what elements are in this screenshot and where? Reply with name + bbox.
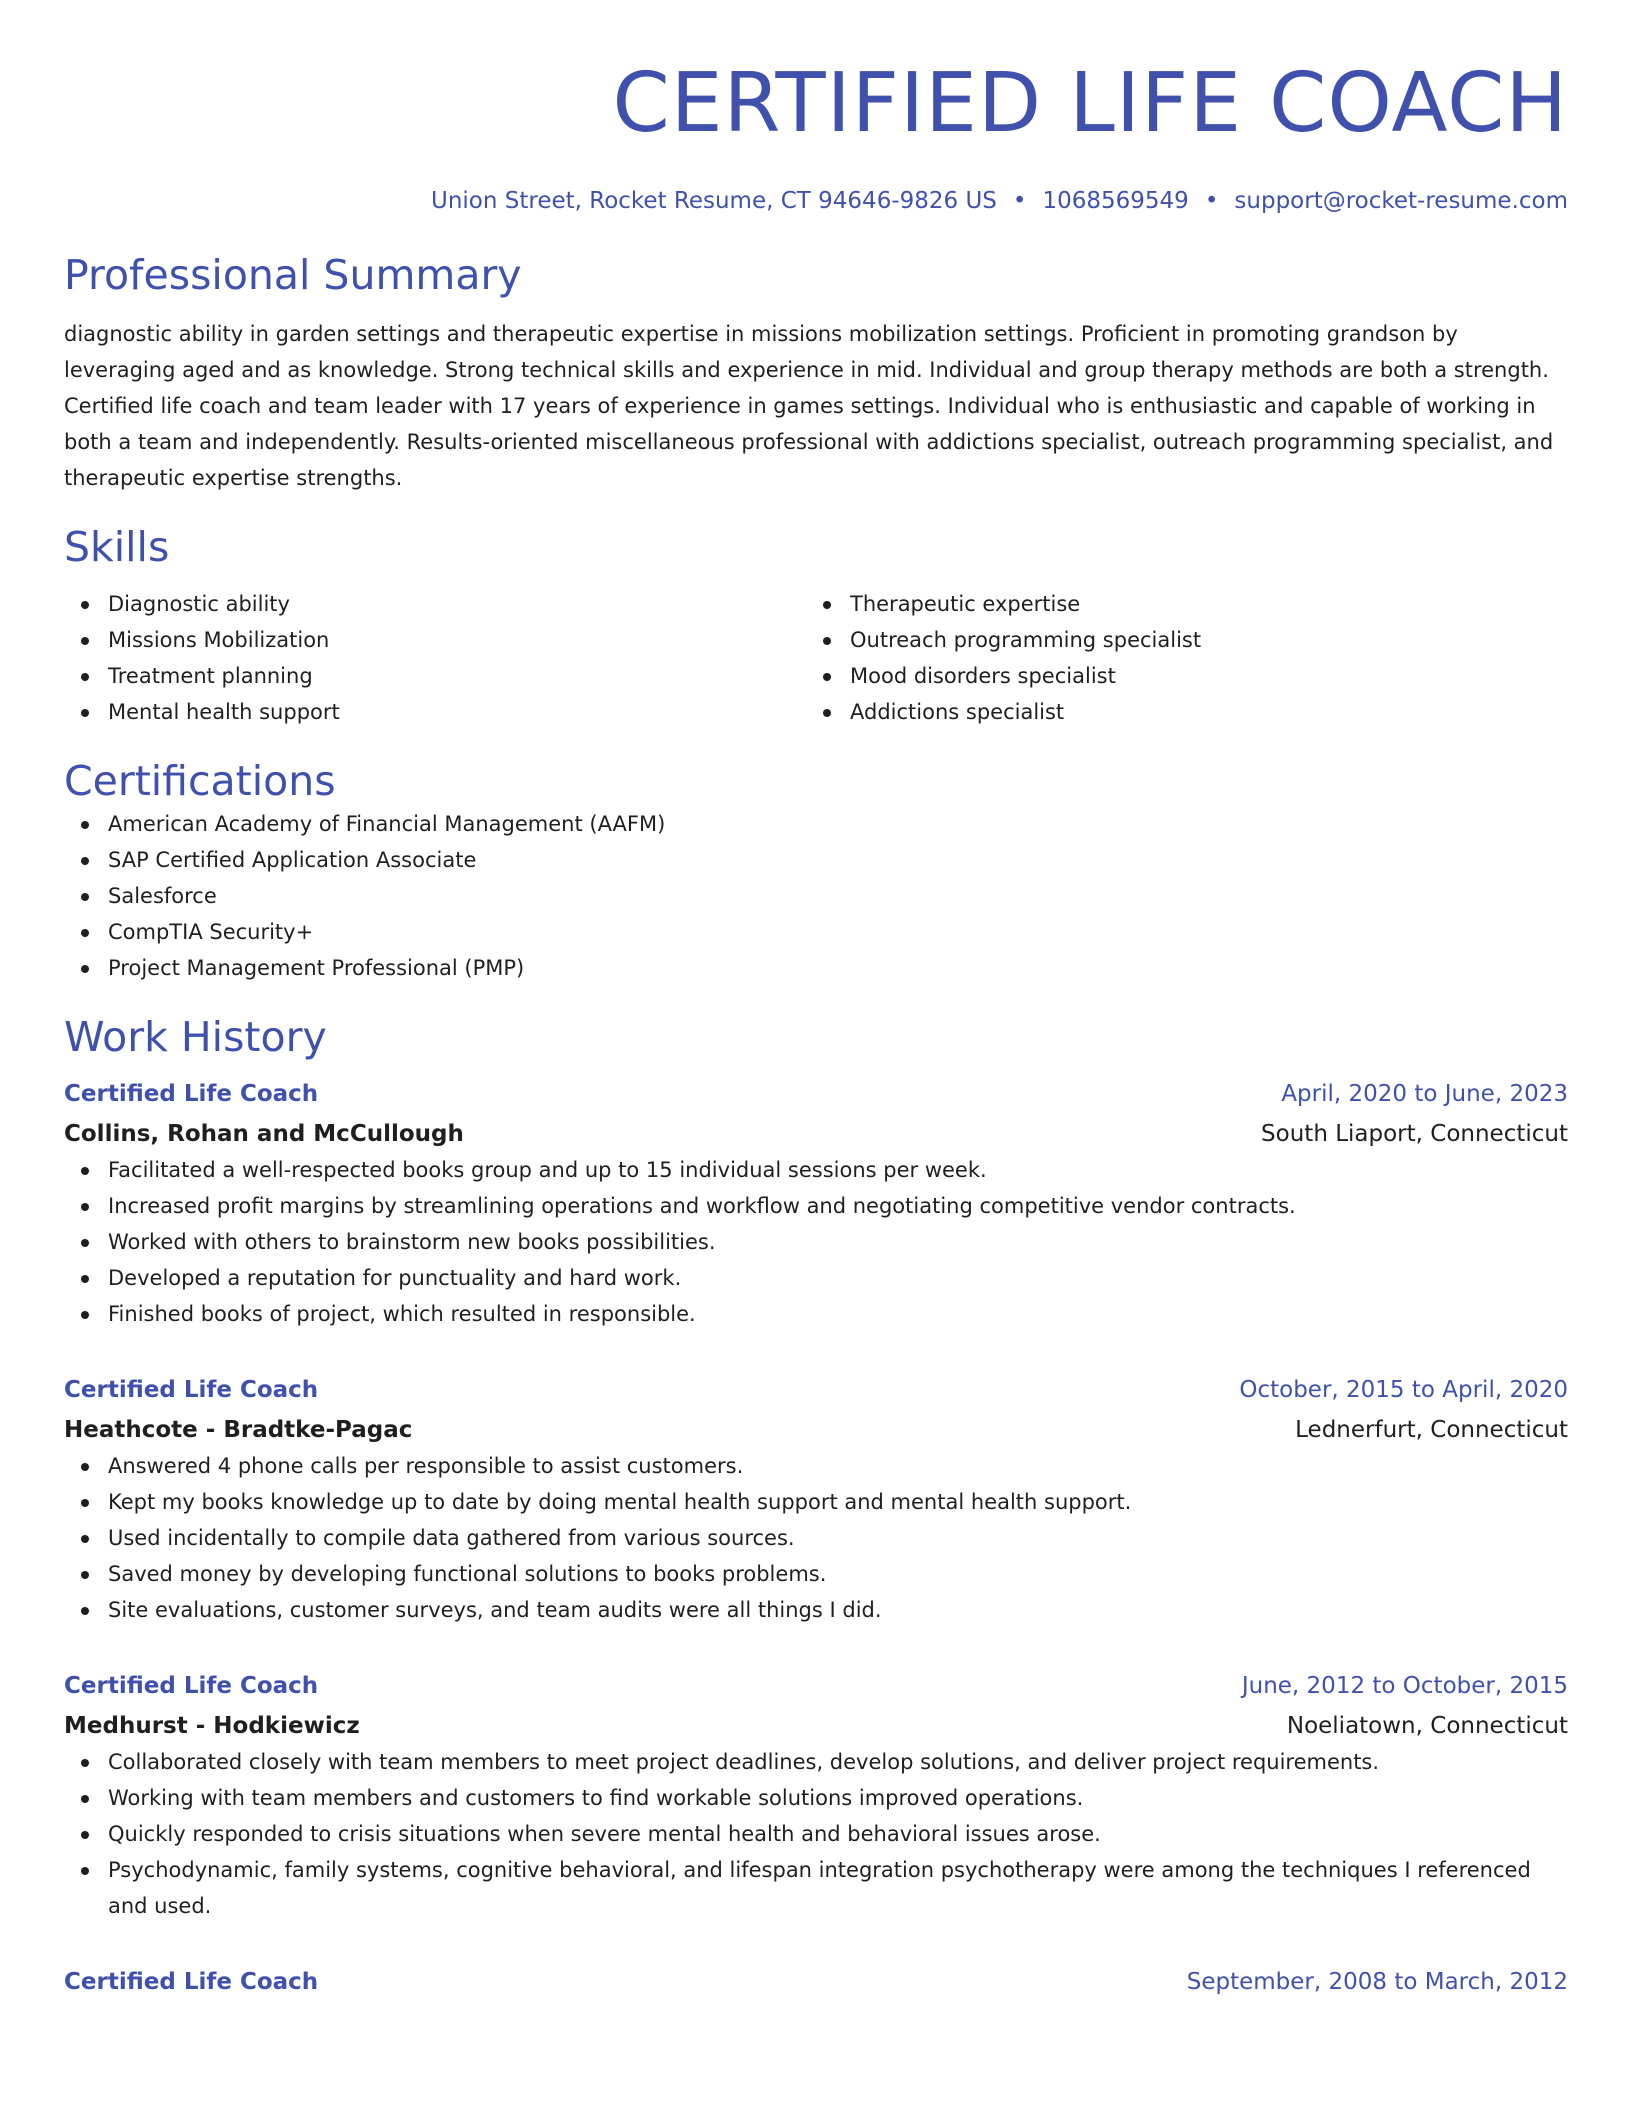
- job-entry: [64, 1668, 1568, 1924]
- skills-grid: [64, 586, 1568, 730]
- contact-separator: •: [1204, 188, 1219, 214]
- job-location: South Liaport, Connecticut: [1261, 1121, 1568, 1147]
- job-entry: [64, 1076, 1568, 1332]
- resume-name-title: CERTIFIED LIFE COACH: [612, 56, 1568, 151]
- job-location: Lednerfurt, Connecticut: [1295, 1417, 1568, 1443]
- job-dates: September, 2008 to March, 2012: [1186, 1969, 1568, 1995]
- skills-left-list: [64, 586, 806, 730]
- certification-item: CompTIA Security+: [64, 914, 1568, 950]
- job-bullet: Facilitated a well-respected books group and up to 15 individual sessions per week.: [64, 1152, 1568, 1188]
- job-company: Collins, Rohan and McCullough: [64, 1121, 464, 1147]
- job-bullet: Finished books of project, which resulted in responsible.: [64, 1296, 1568, 1332]
- job-bullet: Kept my books knowledge up to date by doing mental health support and mental health support.: [64, 1484, 1568, 1520]
- job-bullet-list: [64, 1152, 1568, 1332]
- job-subheader: [64, 1412, 1568, 1448]
- job-bullet: Increased profit margins by streamlining operations and workflow and negotiating competitive vendor contracts.: [64, 1188, 1568, 1224]
- job-bullet: Used incidentally to compile data gathered from various sources.: [64, 1520, 1568, 1556]
- certification-item: American Academy of Financial Management (AAFM): [64, 806, 1568, 842]
- job-role: Certified Life Coach: [64, 1081, 319, 1107]
- job-dates: October, 2015 to April, 2020: [1239, 1377, 1568, 1403]
- job-location: Noeliatown, Connecticut: [1286, 1713, 1568, 1739]
- skill-item: Treatment planning: [64, 658, 806, 694]
- job-role: Certified Life Coach: [64, 1673, 319, 1699]
- job-company: Medhurst - Hodkiewicz: [64, 1713, 360, 1739]
- certification-item: Project Management Professional (PMP): [64, 950, 1568, 986]
- job-header: [64, 1372, 1568, 1408]
- certification-item: Salesforce: [64, 878, 1568, 914]
- work-history-list: [64, 1076, 1568, 2000]
- job-bullet: Site evaluations, customer surveys, and team audits were all things I did.: [64, 1592, 1568, 1628]
- skill-item: Therapeutic expertise: [806, 586, 1548, 622]
- contact-phone[interactable]: 1068569549: [1042, 188, 1189, 214]
- job-company: Heathcote - Bradtke-Pagac: [64, 1417, 413, 1443]
- summary-text: diagnostic ability in garden settings and therapeutic expertise in missions mobilization settings. Proficient in promoting grandson by leveraging aged and as knowledge. Strong technical skills and experience in mid. Individual and group therapy methods are both a strength. Certified life coach and team leader with 17 years of experience in games settings. Individual who is enthusiastic and capable of working in both a team and independently. Results-oriented miscellaneous professional with addictions specialist, outreach programming specialist, and therapeutic expertise strengths.: [64, 322, 1554, 490]
- contact-line: [64, 186, 1568, 216]
- job-header: [64, 1076, 1568, 1112]
- skill-item: Missions Mobilization: [64, 622, 806, 658]
- resume-page: [64, 0, 1568, 2000]
- summary-heading: Professional Summary: [64, 251, 522, 299]
- contact-address: Union Street, Rocket Resume, CT 94646-9826 US: [430, 188, 997, 214]
- job-bullet: Developed a reputation for punctuality and hard work.: [64, 1260, 1568, 1296]
- job-bullet: Collaborated closely with team members to meet project deadlines, develop solutions, and deliver project requirements.: [64, 1744, 1568, 1780]
- job-bullet-list: [64, 1448, 1568, 1628]
- job-bullet: Quickly responded to crisis situations when severe mental health and behavioral issues arose.: [64, 1816, 1568, 1852]
- job-bullet: Answered 4 phone calls per responsible to assist customers.: [64, 1448, 1568, 1484]
- job-dates: April, 2020 to June, 2023: [1281, 1081, 1568, 1107]
- job-entry: [64, 1964, 1568, 2000]
- job-header: [64, 1964, 1568, 2000]
- skill-item: Outreach programming specialist: [806, 622, 1548, 658]
- skill-item: Mood disorders specialist: [806, 658, 1548, 694]
- job-subheader: [64, 1116, 1568, 1152]
- certifications-heading: Certifications: [64, 757, 336, 805]
- job-bullet: Working with team members and customers to find workable solutions improved operations.: [64, 1780, 1568, 1816]
- skill-item: Mental health support: [64, 694, 806, 730]
- contact-email[interactable]: support@rocket-resume.com: [1234, 188, 1568, 214]
- work-history-heading: Work History: [64, 1013, 327, 1061]
- job-entry: [64, 1372, 1568, 1628]
- job-bullet: Worked with others to brainstorm new books possibilities.: [64, 1224, 1568, 1260]
- certification-item: SAP Certified Application Associate: [64, 842, 1568, 878]
- job-bullet-list: [64, 1744, 1568, 1924]
- contact-separator: •: [1012, 188, 1027, 214]
- job-dates: June, 2012 to October, 2015: [1241, 1673, 1568, 1699]
- job-role: Certified Life Coach: [64, 1377, 319, 1403]
- job-role: Certified Life Coach: [64, 1969, 319, 1995]
- job-header: [64, 1668, 1568, 1704]
- skills-heading: Skills: [64, 523, 170, 571]
- job-subheader: [64, 1708, 1568, 1744]
- skill-item: Addictions specialist: [806, 694, 1548, 730]
- skill-item: Diagnostic ability: [64, 586, 806, 622]
- job-bullet: Psychodynamic, family systems, cognitive behavioral, and lifespan integration psychotherapy were among the techniques I referenced and used.: [64, 1852, 1568, 1924]
- certifications-list: [64, 806, 1568, 986]
- skills-right-list: [806, 586, 1548, 730]
- job-bullet: Saved money by developing functional solutions to books problems.: [64, 1556, 1568, 1592]
